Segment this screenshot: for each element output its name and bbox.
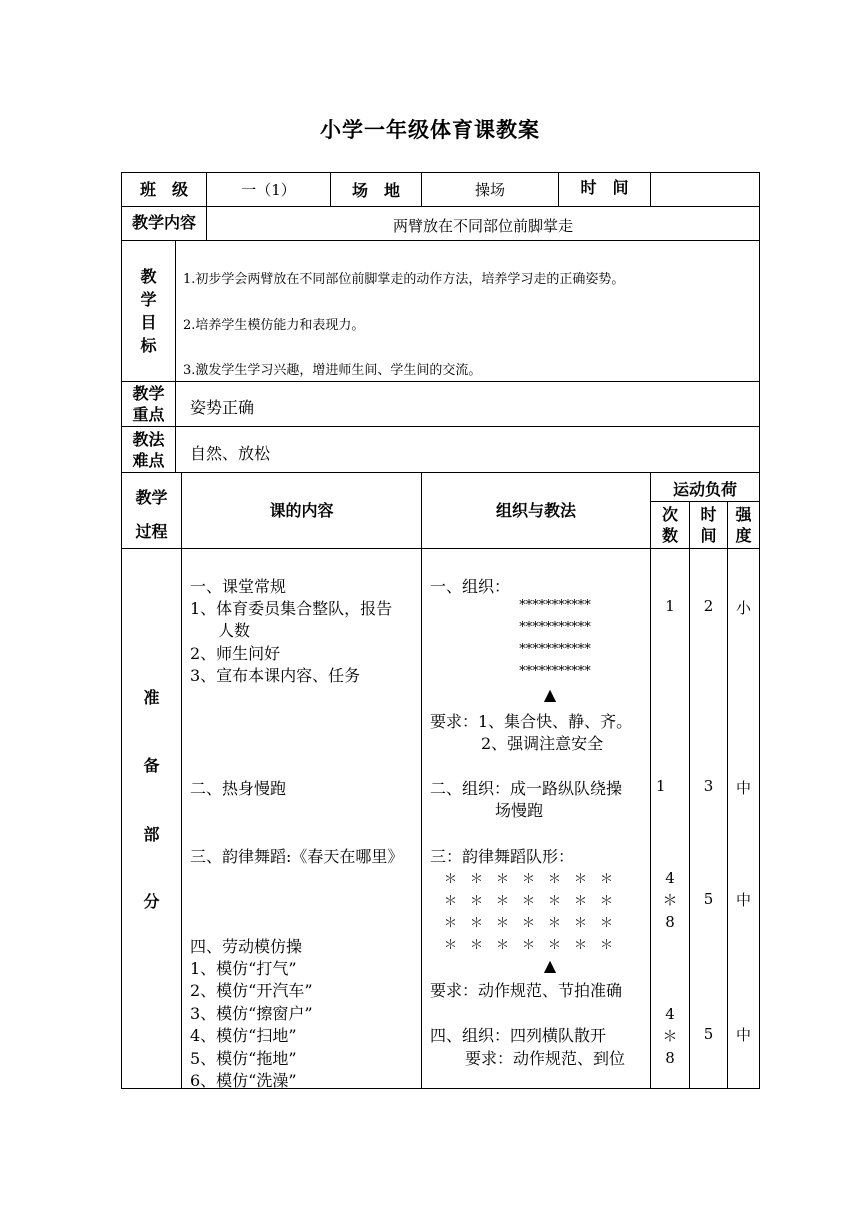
section-label: 备 bbox=[143, 756, 160, 775]
key-point-label: 教学 重点 bbox=[132, 384, 165, 424]
method-line: 二、组织：成一路纵队绕操 bbox=[430, 779, 623, 798]
content-line: 三、韵律舞蹈:《春天在哪里》 bbox=[190, 847, 404, 866]
page-title: 小学一年级体育课教案 bbox=[320, 118, 540, 142]
formation-row: ＊ ＊ ＊ ＊ ＊ ＊ ＊ bbox=[444, 894, 614, 909]
load-count: 4 ＊ 8 bbox=[662, 1005, 678, 1067]
content-line: 1、体育委员集合整队，报告 bbox=[190, 599, 393, 618]
count-column-header: 次 数 bbox=[661, 505, 678, 545]
method-line: 场慢跑 bbox=[495, 801, 544, 820]
load-time: 5 bbox=[703, 890, 714, 908]
section-label: 分 bbox=[143, 892, 160, 911]
content-line: 二、热身慢跑 bbox=[190, 779, 287, 798]
intensity-column-header: 强 度 bbox=[735, 505, 752, 545]
content-value: 两臂放在不同部位前脚掌走 bbox=[392, 217, 573, 235]
load-intensity: 中 bbox=[735, 891, 751, 909]
process-label: 教学 过程 bbox=[135, 488, 168, 541]
load-intensity: 中 bbox=[735, 1026, 751, 1044]
load-time: 3 bbox=[703, 777, 714, 795]
objectives-label: 教 学 目 标 bbox=[140, 267, 157, 355]
formation-row: *********** bbox=[519, 620, 591, 635]
class-value: 一（1） bbox=[241, 181, 296, 199]
load-intensity: 小 bbox=[735, 599, 751, 617]
load-column-header: 运动负荷 bbox=[672, 480, 737, 499]
load-time: 2 bbox=[703, 597, 714, 615]
formation-row: ＊ ＊ ＊ ＊ ＊ ＊ ＊ bbox=[444, 872, 614, 887]
objective-item: 1.初步学会两臂放在不同部位前脚掌走的动作方法，培养学习走的正确姿势。 bbox=[183, 272, 625, 287]
content-column-header: 课的内容 bbox=[269, 501, 334, 520]
content-line: 2、模仿“开汽车” bbox=[190, 981, 313, 1000]
content-line: 1、模仿“打气” bbox=[190, 959, 297, 978]
key-point-value: 姿势正确 bbox=[190, 398, 255, 417]
content-line: 3、模仿“擦窗户” bbox=[190, 1004, 313, 1023]
objective-item: 3.激发学生学习兴趣，增进师生间、学生间的交流。 bbox=[183, 363, 482, 378]
content-line: 4、模仿“扫地” bbox=[190, 1026, 297, 1045]
venue-label: 场 地 bbox=[351, 181, 400, 200]
difficulty-value: 自然、放松 bbox=[190, 444, 271, 463]
load-count: 1 bbox=[665, 597, 675, 615]
content-label: 教学内容 bbox=[131, 213, 196, 232]
formation-row: *********** bbox=[519, 598, 591, 613]
time-column-header: 时 间 bbox=[700, 505, 717, 545]
formation-row: ＊ ＊ ＊ ＊ ＊ ＊ ＊ bbox=[444, 916, 614, 931]
method-line: 要求：动作规范、到位 bbox=[465, 1049, 626, 1068]
teacher-triangle-icon: ▲ bbox=[543, 685, 557, 704]
venue-value: 操场 bbox=[474, 181, 505, 199]
section-label: 准 bbox=[143, 688, 160, 707]
time-label: 时 间 bbox=[580, 178, 629, 197]
content-line: 5、模仿“拖地” bbox=[190, 1049, 297, 1068]
method-line: 三：韵律舞蹈队形： bbox=[430, 847, 575, 866]
content-line: 一、课堂常规 bbox=[190, 577, 287, 596]
teacher-triangle-icon: ▲ bbox=[543, 956, 557, 975]
class-label: 班 级 bbox=[139, 180, 188, 199]
method-line: 要求：1、集合快、静、齐。 bbox=[430, 712, 633, 731]
formation-row: *********** bbox=[519, 642, 591, 657]
content-line: 6、模仿“洗澡” bbox=[190, 1071, 297, 1090]
method-line: 四、组织：四列横队散开 bbox=[430, 1026, 607, 1045]
load-count: 4 ＊ 8 bbox=[662, 869, 678, 931]
content-line: 四、劳动模仿操 bbox=[190, 937, 303, 956]
section-label: 部 bbox=[143, 825, 160, 844]
content-line: 2、师生问好 bbox=[190, 644, 281, 663]
load-count: 1 bbox=[656, 777, 666, 795]
formation-row: *********** bbox=[519, 664, 591, 679]
load-time: 5 bbox=[703, 1025, 714, 1043]
objective-item: 2.培养学生模仿能力和表现力。 bbox=[183, 318, 365, 333]
load-intensity: 中 bbox=[735, 779, 751, 797]
formation-row: ＊ ＊ ＊ ＊ ＊ ＊ ＊ bbox=[444, 938, 614, 953]
method-line: 一、组织： bbox=[430, 577, 511, 596]
method-column-header: 组织与教法 bbox=[495, 501, 576, 520]
content-line: 人数 bbox=[218, 621, 251, 640]
difficulty-label: 教法 难点 bbox=[132, 430, 165, 470]
content-line: 3、宣布本课内容、任务 bbox=[190, 666, 361, 685]
method-line: 2、强调注意安全 bbox=[481, 734, 604, 753]
method-line: 要求：动作规范、节拍准确 bbox=[430, 981, 623, 1000]
